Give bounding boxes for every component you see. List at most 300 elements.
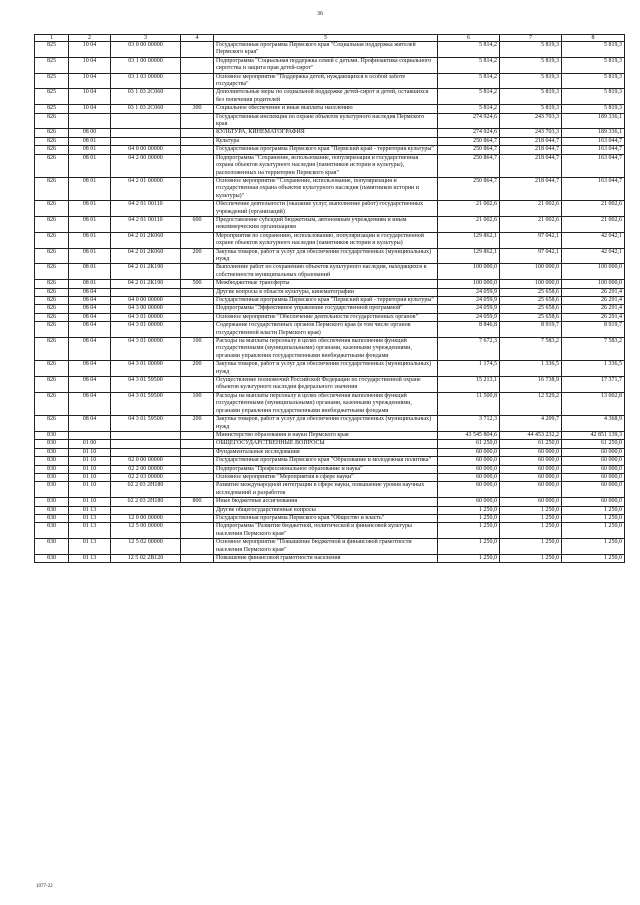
cell-section-code: 01 13: [69, 539, 111, 555]
cell-amount-year2: 100 000,0: [500, 264, 562, 280]
cell-amount-year2: 243 703,3: [500, 129, 562, 137]
cell-admin-code: 830: [35, 448, 69, 456]
cell-section-code: 01 13: [69, 514, 111, 522]
cell-target-article: 12 5 00 00000: [111, 523, 181, 539]
cell-name: Министерство образования и науки Пермского края: [214, 431, 438, 439]
table-row: [35, 523, 625, 539]
cell-amount-year1: 1 250,0: [438, 555, 500, 563]
cell-target-article: 02 2 00 00000: [111, 465, 181, 473]
cell-amount-year2: 21 002,6: [500, 216, 562, 232]
cell-target-article: 04 3 01 59500: [111, 377, 181, 393]
cell-target-article: 04 2 00 00000: [111, 154, 181, 177]
cell-expense-type: [181, 137, 214, 145]
cell-amount-year1: 60 000,0: [438, 448, 500, 456]
cell-amount-year1: 250 864,7: [438, 137, 500, 145]
cell-name: Закупка товаров, работ и услуг для обеспечения государственных (муниципальных) нужд: [214, 416, 438, 432]
cell-target-article: 04 3 01 00090: [111, 361, 181, 377]
cell-target-article: 02 0 00 00000: [111, 457, 181, 465]
cell-section-code: 08 04: [69, 288, 111, 296]
table-row: [35, 361, 625, 377]
cell-expense-type: [181, 313, 214, 321]
cell-amount-year1: 129 862,1: [438, 232, 500, 248]
cell-name: Фундаментальные исследования: [214, 448, 438, 456]
cell-target-article: 04 0 00 00000: [111, 297, 181, 305]
cell-target-article: [111, 137, 181, 145]
cell-amount-year3: 8 919,7: [562, 322, 625, 338]
cell-admin-code: 826: [35, 297, 69, 305]
cell-target-article: 02 2 03 2Н180: [111, 498, 181, 506]
table-row: [35, 280, 625, 288]
cell-section-code: 08 00: [69, 129, 111, 137]
cell-amount-year2: 25 658,6: [500, 297, 562, 305]
cell-amount-year2: 25 658,6: [500, 288, 562, 296]
cell-name: Основное мероприятие "Сохранение, использование, популяризация и государственная охрана объектов культурного наследия (памятников истории и культуры)": [214, 177, 438, 200]
cell-amount-year3: 5 819,3: [562, 89, 625, 105]
cell-amount-year3: 60 000,0: [562, 465, 625, 473]
cell-target-article: 04 3 01 00090: [111, 322, 181, 338]
cell-amount-year3: 21 002,6: [562, 201, 625, 217]
cell-amount-year1: 274 924,6: [438, 129, 500, 137]
cell-admin-code: 826: [35, 248, 69, 264]
budget-table: [34, 34, 625, 563]
cell-expense-type: 200: [181, 361, 214, 377]
cell-section-code: 10 04: [69, 73, 111, 89]
cell-admin-code: 826: [35, 201, 69, 217]
table-row: [35, 113, 625, 129]
cell-admin-code: 825: [35, 73, 69, 89]
cell-section-code: 01 10: [69, 482, 111, 498]
header-row: [35, 35, 625, 42]
cell-target-article: [111, 288, 181, 296]
cell-amount-year1: 1 250,0: [438, 539, 500, 555]
cell-admin-code: 825: [35, 57, 69, 73]
table-row: [35, 431, 625, 439]
cell-amount-year2: 1 250,0: [500, 523, 562, 539]
cell-name: Развитие международной интеграции в сфере науки, повышение уровня научных исследований и разработок: [214, 482, 438, 498]
cell-expense-type: 200: [181, 248, 214, 264]
cell-target-article: 04 2 01 00110: [111, 216, 181, 232]
cell-admin-code: 826: [35, 416, 69, 432]
cell-expense-type: [181, 482, 214, 498]
cell-expense-type: [181, 129, 214, 137]
cell-expense-type: 200: [181, 416, 214, 432]
cell-amount-year3: 26 291,4: [562, 313, 625, 321]
cell-amount-year2: 4 209,7: [500, 416, 562, 432]
cell-expense-type: 100: [181, 392, 214, 415]
cell-admin-code: 826: [35, 137, 69, 145]
cell-amount-year2: 61 250,0: [500, 440, 562, 448]
cell-amount-year2: 12 529,2: [500, 392, 562, 415]
table-row: [35, 264, 625, 280]
cell-amount-year2: 218 044,7: [500, 154, 562, 177]
cell-admin-code: 825: [35, 42, 69, 58]
cell-amount-year3: 1 250,0: [562, 555, 625, 563]
table-row: [35, 42, 625, 58]
cell-expense-type: [181, 232, 214, 248]
cell-amount-year1: 3 712,3: [438, 416, 500, 432]
cell-expense-type: 100: [181, 338, 214, 361]
cell-admin-code: 826: [35, 305, 69, 313]
cell-amount-year3: 163 044,7: [562, 146, 625, 154]
cell-name: Подпрограмма "Сохранение, использование, популяризация и государственная охрана объектов культурного наследия (памятников истории и культуры), расположенных на территории Пермского края": [214, 154, 438, 177]
cell-section-code: 08 01: [69, 232, 111, 248]
cell-amount-year1: 1 250,0: [438, 506, 500, 514]
table-row: [35, 416, 625, 432]
cell-amount-year3: 26 291,4: [562, 297, 625, 305]
cell-admin-code: 830: [35, 498, 69, 506]
cell-amount-year3: 60 000,0: [562, 498, 625, 506]
cell-name: Государственная программа Пермского края "Пермский край - территория культуры": [214, 297, 438, 305]
cell-name: ОБЩЕГОСУДАРСТВЕННЫЕ ВОПРОСЫ: [214, 440, 438, 448]
cell-section-code: 01 13: [69, 523, 111, 539]
cell-target-article: [111, 440, 181, 448]
table-row: [35, 392, 625, 415]
cell-target-article: [111, 431, 181, 439]
cell-expense-type: [181, 440, 214, 448]
cell-expense-type: [181, 473, 214, 481]
table-row: [35, 482, 625, 498]
cell-admin-code: 825: [35, 105, 69, 113]
cell-expense-type: [181, 457, 214, 465]
cell-section-code: 08 01: [69, 137, 111, 145]
cell-name: Основное мероприятие "Поддержка детей, нуждающихся в особой заботе государства": [214, 73, 438, 89]
cell-section-code: 01 13: [69, 555, 111, 563]
cell-expense-type: [181, 42, 214, 58]
cell-amount-year3: 5 819,3: [562, 57, 625, 73]
cell-expense-type: 600: [181, 216, 214, 232]
table-row: [35, 506, 625, 514]
cell-name: Основное мероприятие "Мероприятия в сфере науки": [214, 473, 438, 481]
table-row: [35, 297, 625, 305]
cell-section-code: 10 04: [69, 89, 111, 105]
cell-admin-code: 826: [35, 113, 69, 129]
cell-name: Подпрограмма "Развитие бюджетной, политической и финансовой культуры населения Пермского края": [214, 523, 438, 539]
cell-amount-year1: 21 002,6: [438, 201, 500, 217]
cell-amount-year2: 1 250,0: [500, 514, 562, 522]
cell-section-code: 08 04: [69, 338, 111, 361]
table-row: [35, 457, 625, 465]
cell-section-code: 08 01: [69, 201, 111, 217]
cell-amount-year1: 100 000,0: [438, 264, 500, 280]
cell-name: Закупка товаров, работ и услуг для обеспечения государственных (муниципальных) нужд: [214, 361, 438, 377]
cell-admin-code: 826: [35, 177, 69, 200]
cell-expense-type: [181, 431, 214, 439]
cell-amount-year1: 5 814,2: [438, 73, 500, 89]
cell-section-code: 08 04: [69, 297, 111, 305]
cell-amount-year2: 1 336,5: [500, 361, 562, 377]
cell-section-code: 08 04: [69, 313, 111, 321]
cell-amount-year1: 5 814,2: [438, 42, 500, 58]
cell-admin-code: 830: [35, 514, 69, 522]
column-header: 2: [69, 35, 111, 42]
cell-expense-type: 500: [181, 280, 214, 288]
cell-amount-year2: 5 819,3: [500, 57, 562, 73]
cell-name: Повышение финансовой грамотности населения: [214, 555, 438, 563]
cell-amount-year2: 5 819,3: [500, 105, 562, 113]
cell-name: Подпрограмма "Социальная поддержка семей с детьми. Профилактика социального сиротства и защита прав детей-сирот": [214, 57, 438, 73]
cell-admin-code: 826: [35, 129, 69, 137]
table-row: [35, 137, 625, 145]
cell-amount-year2: 8 919,7: [500, 322, 562, 338]
cell-admin-code: 826: [35, 288, 69, 296]
table-row: [35, 305, 625, 313]
cell-amount-year2: 218 044,7: [500, 177, 562, 200]
table-row: [35, 89, 625, 105]
cell-admin-code: 825: [35, 89, 69, 105]
cell-amount-year1: 24 059,9: [438, 288, 500, 296]
table-row: [35, 232, 625, 248]
cell-amount-year2: 60 000,0: [500, 473, 562, 481]
cell-amount-year1: 250 864,7: [438, 146, 500, 154]
cell-amount-year3: 42 042,1: [562, 248, 625, 264]
cell-amount-year2: 218 044,7: [500, 137, 562, 145]
cell-section-code: 01 10: [69, 448, 111, 456]
cell-expense-type: [181, 264, 214, 280]
column-header: 3: [111, 35, 181, 42]
cell-section-code: 08 04: [69, 361, 111, 377]
cell-amount-year2: 44 453 232,2: [500, 431, 562, 439]
cell-name: Расходы на выплаты персоналу в целях обеспечения выполнения функций государственными (муниципальными) органами, казенными учреждениями, органами управления государственными внебюджетными фондами: [214, 338, 438, 361]
cell-section-code: 01 00: [69, 440, 111, 448]
cell-amount-year3: 7 583,2: [562, 338, 625, 361]
cell-expense-type: [181, 146, 214, 154]
cell-target-article: 04 3 01 59500: [111, 392, 181, 415]
table-row: [35, 498, 625, 506]
cell-admin-code: 830: [35, 506, 69, 514]
table-row: [35, 448, 625, 456]
cell-admin-code: 830: [35, 539, 69, 555]
cell-amount-year3: 1 250,0: [562, 523, 625, 539]
cell-target-article: 04 3 01 00000: [111, 313, 181, 321]
cell-amount-year3: 100 000,0: [562, 264, 625, 280]
cell-target-article: 12 5 02 00000: [111, 539, 181, 555]
cell-target-article: 04 2 01 2К190: [111, 264, 181, 280]
cell-amount-year3: 60 000,0: [562, 482, 625, 498]
cell-amount-year1: 129 862,1: [438, 248, 500, 264]
cell-expense-type: [181, 523, 214, 539]
cell-section-code: [69, 113, 111, 129]
cell-name: Государственная программа Пермского края "Социальная поддержка жителей Пермского края": [214, 42, 438, 58]
cell-amount-year2: 97 042,1: [500, 248, 562, 264]
cell-admin-code: 826: [35, 361, 69, 377]
cell-amount-year1: 21 002,6: [438, 216, 500, 232]
table-row: [35, 313, 625, 321]
table-row: [35, 177, 625, 200]
table-row: [35, 216, 625, 232]
cell-amount-year1: 7 672,3: [438, 338, 500, 361]
cell-amount-year1: 8 846,8: [438, 322, 500, 338]
cell-name: Иные бюджетные ассигнования: [214, 498, 438, 506]
table-row: [35, 57, 625, 73]
page-number: 36: [317, 11, 323, 17]
table-row: [35, 377, 625, 393]
cell-admin-code: 830: [35, 431, 69, 439]
cell-name: Закупка товаров, работ и услуг для обеспечения государственных (муниципальных) нужд: [214, 248, 438, 264]
cell-name: Осуществление полномочий Российской Федерации по государственной охране объектов культурного наследия федерального значения: [214, 377, 438, 393]
cell-target-article: [111, 129, 181, 137]
cell-section-code: 08 04: [69, 392, 111, 415]
cell-amount-year3: 60 000,0: [562, 473, 625, 481]
cell-amount-year3: 189 336,1: [562, 113, 625, 129]
cell-target-article: [111, 506, 181, 514]
cell-name: Содержание государственных органов Пермского края (в том числе органов государственной власти Пермского края): [214, 322, 438, 338]
cell-amount-year2: 100 000,0: [500, 280, 562, 288]
cell-admin-code: 830: [35, 457, 69, 465]
cell-expense-type: [181, 465, 214, 473]
cell-target-article: 03 1 03 2С060: [111, 89, 181, 105]
cell-admin-code: 826: [35, 392, 69, 415]
cell-admin-code: 830: [35, 482, 69, 498]
cell-expense-type: [181, 89, 214, 105]
cell-target-article: 03 1 03 00000: [111, 73, 181, 89]
cell-amount-year1: 60 000,0: [438, 473, 500, 481]
cell-name: Другие вопросы в области культуры, кинематографии: [214, 288, 438, 296]
cell-amount-year1: 1 250,0: [438, 523, 500, 539]
cell-admin-code: 826: [35, 146, 69, 154]
cell-section-code: 08 01: [69, 177, 111, 200]
column-header: 7: [500, 35, 562, 42]
table-row: [35, 555, 625, 563]
cell-target-article: 12 0 00 00000: [111, 514, 181, 522]
cell-target-article: 04 2 01 2К060: [111, 232, 181, 248]
cell-target-article: 04 2 01 2К060: [111, 248, 181, 264]
cell-expense-type: [181, 448, 214, 456]
cell-amount-year3: 42 042,1: [562, 232, 625, 248]
cell-section-code: 08 04: [69, 377, 111, 393]
cell-expense-type: [181, 514, 214, 522]
cell-amount-year2: 5 819,3: [500, 42, 562, 58]
cell-name: Культура: [214, 137, 438, 145]
cell-amount-year1: 60 000,0: [438, 482, 500, 498]
cell-amount-year3: 5 819,3: [562, 42, 625, 58]
cell-amount-year1: 1 250,0: [438, 514, 500, 522]
cell-name: Государственная программа Пермского края "Пермский край - территория культуры": [214, 146, 438, 154]
cell-target-article: 03 1 03 2С060: [111, 105, 181, 113]
cell-amount-year1: 5 814,2: [438, 105, 500, 113]
cell-section-code: 08 01: [69, 248, 111, 264]
cell-admin-code: 826: [35, 313, 69, 321]
cell-name: Межбюджетные трансферты: [214, 280, 438, 288]
cell-section-code: 01 13: [69, 506, 111, 514]
cell-target-article: 04 0 00 00000: [111, 146, 181, 154]
cell-name: Предоставление субсидий бюджетным, автономным учреждениям и иным некоммерческим организациям: [214, 216, 438, 232]
cell-name: Государственная программа Пермского края "Образование и молодежная политика": [214, 457, 438, 465]
cell-amount-year2: 97 042,1: [500, 232, 562, 248]
cell-target-article: 04 2 01 00110: [111, 201, 181, 217]
cell-name: Другие общегосударственные вопросы: [214, 506, 438, 514]
cell-amount-year2: 60 000,0: [500, 482, 562, 498]
cell-name: КУЛЬТУРА, КИНЕМАТОГРАФИЯ: [214, 129, 438, 137]
table-row: [35, 154, 625, 177]
cell-target-article: [111, 448, 181, 456]
cell-amount-year3: 4 368,9: [562, 416, 625, 432]
cell-section-code: [69, 431, 111, 439]
cell-amount-year1: 15 213,1: [438, 377, 500, 393]
cell-section-code: 08 04: [69, 322, 111, 338]
cell-amount-year3: 21 002,6: [562, 216, 625, 232]
cell-name: Социальное обеспечение и иные выплаты населению: [214, 105, 438, 113]
cell-amount-year1: 43 545 804,6: [438, 431, 500, 439]
cell-section-code: 10 04: [69, 105, 111, 113]
cell-section-code: 08 04: [69, 305, 111, 313]
cell-expense-type: [181, 154, 214, 177]
cell-name: Дополнительные меры по социальной поддержке детей-сирот и детей, оставшихся без попечения родителей: [214, 89, 438, 105]
column-header: 6: [438, 35, 500, 42]
cell-amount-year1: 24 059,9: [438, 297, 500, 305]
cell-amount-year3: 1 336,5: [562, 361, 625, 377]
cell-admin-code: 826: [35, 264, 69, 280]
cell-amount-year1: 100 000,0: [438, 280, 500, 288]
cell-expense-type: [181, 113, 214, 129]
cell-admin-code: 826: [35, 322, 69, 338]
cell-amount-year2: 1 250,0: [500, 539, 562, 555]
table-row: [35, 338, 625, 361]
cell-amount-year3: 26 291,4: [562, 288, 625, 296]
cell-name: Подпрограмма "Профессиональное образование и наука": [214, 465, 438, 473]
cell-admin-code: 830: [35, 555, 69, 563]
cell-amount-year2: 7 583,2: [500, 338, 562, 361]
cell-amount-year2: 25 658,6: [500, 305, 562, 313]
cell-expense-type: [181, 201, 214, 217]
cell-expense-type: [181, 305, 214, 313]
cell-amount-year2: 5 819,3: [500, 89, 562, 105]
cell-amount-year3: 5 819,3: [562, 105, 625, 113]
cell-amount-year2: 60 000,0: [500, 498, 562, 506]
cell-section-code: 08 01: [69, 280, 111, 288]
cell-target-article: 04 2 01 00000: [111, 177, 181, 200]
cell-admin-code: 830: [35, 440, 69, 448]
cell-amount-year1: 24 059,9: [438, 313, 500, 321]
cell-section-code: 01 10: [69, 465, 111, 473]
cell-admin-code: 830: [35, 473, 69, 481]
cell-amount-year1: 60 000,0: [438, 498, 500, 506]
cell-expense-type: [181, 555, 214, 563]
cell-section-code: 01 10: [69, 457, 111, 465]
cell-amount-year1: 11 500,8: [438, 392, 500, 415]
cell-amount-year3: 42 851 139,3: [562, 431, 625, 439]
cell-amount-year2: 243 703,3: [500, 113, 562, 129]
cell-name: Основное мероприятие "Повышение бюджетной и финансовой грамотности населения Пермского края": [214, 539, 438, 555]
column-header: 4: [181, 35, 214, 42]
cell-target-article: 02 2 03 2Н180: [111, 482, 181, 498]
cell-expense-type: [181, 377, 214, 393]
cell-admin-code: 826: [35, 377, 69, 393]
cell-expense-type: [181, 322, 214, 338]
cell-amount-year1: 5 814,2: [438, 89, 500, 105]
cell-amount-year2: 1 250,0: [500, 506, 562, 514]
cell-section-code: 08 01: [69, 146, 111, 154]
cell-amount-year3: 163 044,7: [562, 154, 625, 177]
cell-target-article: [111, 113, 181, 129]
cell-amount-year3: 100 000,0: [562, 280, 625, 288]
cell-amount-year3: 1 250,0: [562, 506, 625, 514]
table-row: [35, 201, 625, 217]
cell-expense-type: [181, 177, 214, 200]
cell-target-article: 12 5 02 2В120: [111, 555, 181, 563]
cell-admin-code: 826: [35, 154, 69, 177]
cell-target-article: 03 0 00 00000: [111, 42, 181, 58]
cell-amount-year2: 60 000,0: [500, 448, 562, 456]
cell-admin-code: 826: [35, 216, 69, 232]
cell-expense-type: [181, 288, 214, 296]
table-row: [35, 73, 625, 89]
table-body: [35, 42, 625, 563]
cell-amount-year3: 60 000,0: [562, 448, 625, 456]
cell-amount-year2: 60 000,0: [500, 457, 562, 465]
cell-section-code: 10 04: [69, 57, 111, 73]
cell-amount-year2: 1 250,0: [500, 555, 562, 563]
cell-amount-year1: 24 059,9: [438, 305, 500, 313]
